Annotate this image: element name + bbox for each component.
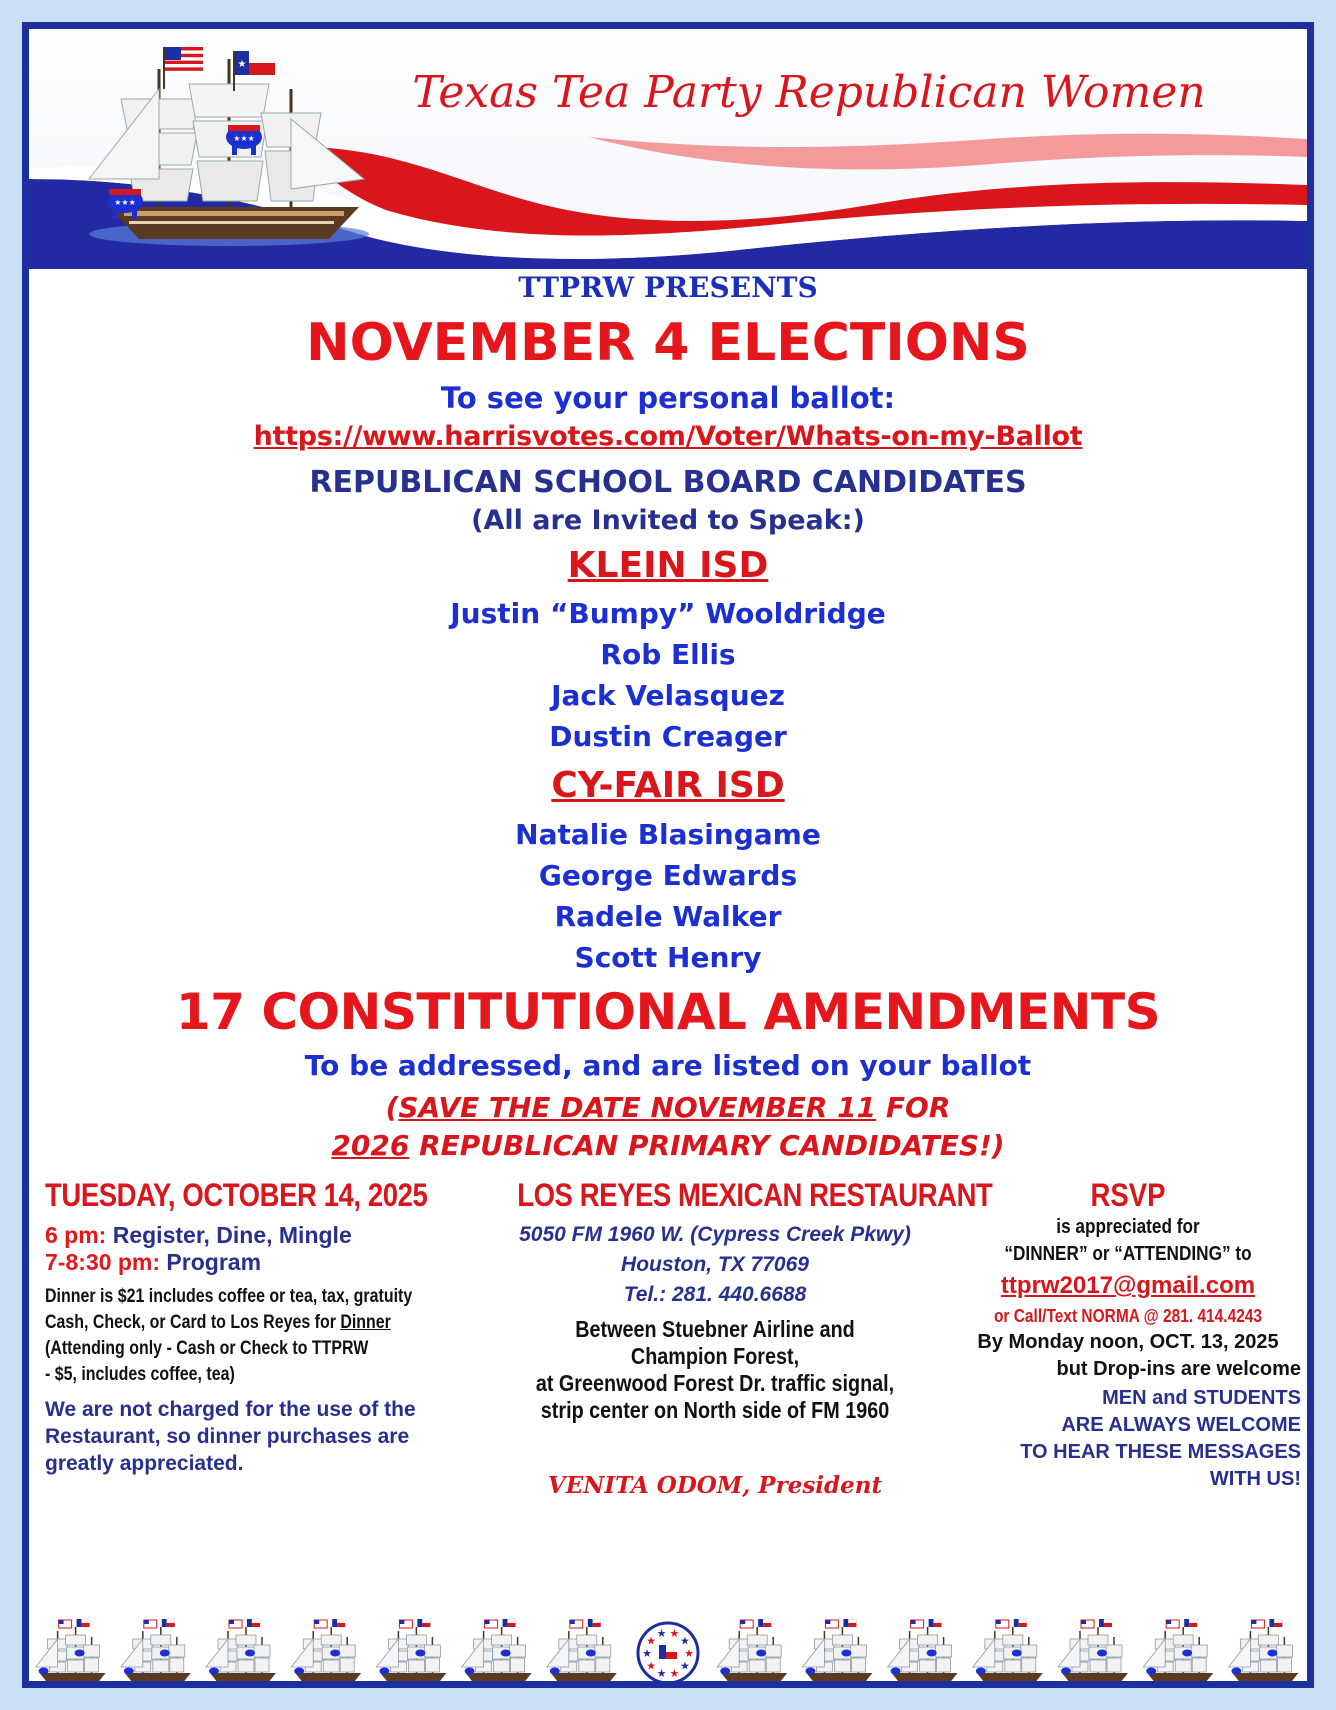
section-subtitle: (All are Invited to Speak:) (471, 505, 865, 536)
svg-text:★: ★ (669, 1667, 680, 1680)
svg-text:★: ★ (684, 1648, 694, 1660)
primary-text: REPUBLICAN PRIMARY CANDIDATES!) (409, 1129, 1005, 1162)
district-klein-title: KLEIN ISD (567, 545, 769, 586)
texas-star-seal-icon (638, 1623, 698, 1683)
banner (29, 29, 1307, 269)
directions: Champion Forest, (630, 1343, 800, 1369)
candidate-name: Justin “Bumpy” Wooldridge (450, 597, 886, 630)
ship-icon (376, 1619, 446, 1683)
footer-ship-row (29, 1615, 1307, 1688)
time-desc: Program (160, 1249, 262, 1275)
section-title: REPUBLICAN SCHOOL BOARD CANDIDATES (309, 465, 1027, 500)
rsvp-details (955, 1177, 1301, 1493)
district-cyfair-title: CY-FAIR ISD (551, 765, 785, 806)
svg-text:★: ★ (237, 59, 247, 70)
time-label: 7-8:30 pm: (45, 1249, 161, 1275)
dinner-payment: Cash, Check, or Card to Los Reyes for Dinner (45, 1312, 391, 1333)
welcome-line: ARE ALWAYS WELCOME (1061, 1414, 1301, 1436)
dinner-info (45, 1284, 482, 1388)
ship-icon (121, 1619, 191, 1683)
rsvp-line: is appreciated for (1056, 1216, 1200, 1238)
save-for: FOR (876, 1091, 951, 1124)
welcome-line: MEN and STUDENTS (1102, 1387, 1301, 1409)
schedule-register (45, 1222, 485, 1249)
amendments-note: To be addressed, and are listed on your ballot (304, 1049, 1032, 1082)
svg-text:★: ★ (646, 1660, 656, 1673)
venue-details (485, 1177, 993, 1499)
svg-text:★: ★ (669, 1628, 680, 1641)
president-signature: VENITA ODOM, President (547, 1472, 883, 1499)
candidate-name: Dustin Creager (549, 720, 787, 753)
save-the-date (29, 1091, 1307, 1124)
flyer-frame (22, 22, 1314, 1688)
directions: Between Stuebner Airline and (575, 1316, 855, 1342)
candidate-name: Rob Ellis (600, 638, 736, 671)
time-desc: Register, Dine, Mingle (106, 1222, 352, 1248)
svg-text:★: ★ (646, 1635, 656, 1648)
save-open: ( (385, 1091, 399, 1124)
event-date: TUESDAY, OCTOBER 14, 2025 (45, 1177, 428, 1213)
venue-name: LOS REYES MEXICAN RESTAURANT (517, 1177, 993, 1213)
ship-icon (888, 1619, 958, 1683)
ship-icon (206, 1619, 276, 1683)
svg-text:★: ★ (656, 1667, 667, 1680)
dinner-price: Dinner is $21 includes coffee or tea, tax, gratuity (45, 1286, 413, 1307)
save-date: SAVE THE DATE NOVEMBER 11 (398, 1091, 877, 1124)
primary-year: 2026 (331, 1129, 410, 1162)
rsvp-dropins: but Drop-ins are welcome (1056, 1358, 1301, 1380)
primary-note (29, 1129, 1307, 1162)
ship-icon (462, 1619, 532, 1683)
schedule-program (45, 1249, 485, 1276)
ship-icon (973, 1619, 1043, 1683)
svg-text:★: ★ (680, 1635, 690, 1648)
event-details (45, 1177, 485, 1477)
rsvp-call: or Call/Text NORMA @ 281. 414.4243 (993, 1306, 1263, 1326)
rsvp-email-link[interactable]: ttprw2017@gmail.com (1000, 1272, 1256, 1299)
directions: at Greenwood Forest Dr. traffic signal, (535, 1370, 895, 1396)
rsvp-deadline: By Monday noon, OCT. 13, 2025 (977, 1331, 1279, 1353)
candidate-name: Jack Velasquez (551, 679, 785, 712)
candidate-name: Scott Henry (574, 941, 762, 974)
ship-icon (1143, 1619, 1213, 1683)
ship-icon (717, 1619, 787, 1683)
headline: NOVEMBER 4 ELECTIONS (306, 313, 1030, 373)
welcome-line: TO HEAR THESE MESSAGES (1020, 1441, 1301, 1463)
ship-icon (802, 1619, 872, 1683)
rsvp-title: RSVP (1090, 1177, 1166, 1213)
svg-text:★★★: ★★★ (114, 198, 136, 207)
svg-text:★: ★ (656, 1628, 667, 1641)
venue-phone: Tel.: 281. 440.6688 (623, 1283, 807, 1306)
ballot-link[interactable]: https://www.harrisvotes.com/Voter/Whats-on-my-Ballot (253, 421, 1083, 452)
svg-text:★: ★ (642, 1648, 652, 1660)
candidate-name: Radele Walker (554, 900, 782, 933)
candidate-name: Natalie Blasingame (515, 818, 821, 851)
attending-price: - $5, includes coffee, tea) (45, 1364, 235, 1385)
attending-only: (Attending only - Cash or Check to TTPRW (45, 1338, 369, 1359)
venue-address: 5050 FM 1960 W. (Cypress Creek Pkwy) (519, 1223, 911, 1246)
org-name: Texas Tea Party Republican Women (412, 67, 1206, 118)
svg-text:★★★: ★★★ (233, 134, 255, 143)
time-label: 6 pm: (45, 1222, 107, 1248)
ship-icon (1058, 1619, 1128, 1683)
directions: strip center on North side of FM 1960 (540, 1397, 890, 1423)
svg-text:★: ★ (680, 1660, 690, 1673)
amendments-headline: 17 CONSTITUTIONAL AMENDMENTS (175, 983, 1161, 1041)
candidate-name: George Edwards (538, 859, 798, 892)
ship-icon (1228, 1619, 1298, 1683)
presents-label: TTPRW PRESENTS (518, 271, 818, 304)
welcome-line: WITH US! (1209, 1468, 1301, 1490)
ship-icon (547, 1619, 617, 1683)
rsvp-line: “DINNER” or “ATTENDING” to (1004, 1243, 1252, 1265)
venue-city: Houston, TX 77069 (621, 1253, 809, 1276)
ship-icon (291, 1619, 361, 1683)
ship-icon (36, 1619, 106, 1683)
restaurant-note: We are not charged for the use of the Restaurant, so dinner purchases are greatly appreciated. (45, 1398, 416, 1475)
ballot-prompt: To see your personal ballot: (440, 381, 896, 415)
